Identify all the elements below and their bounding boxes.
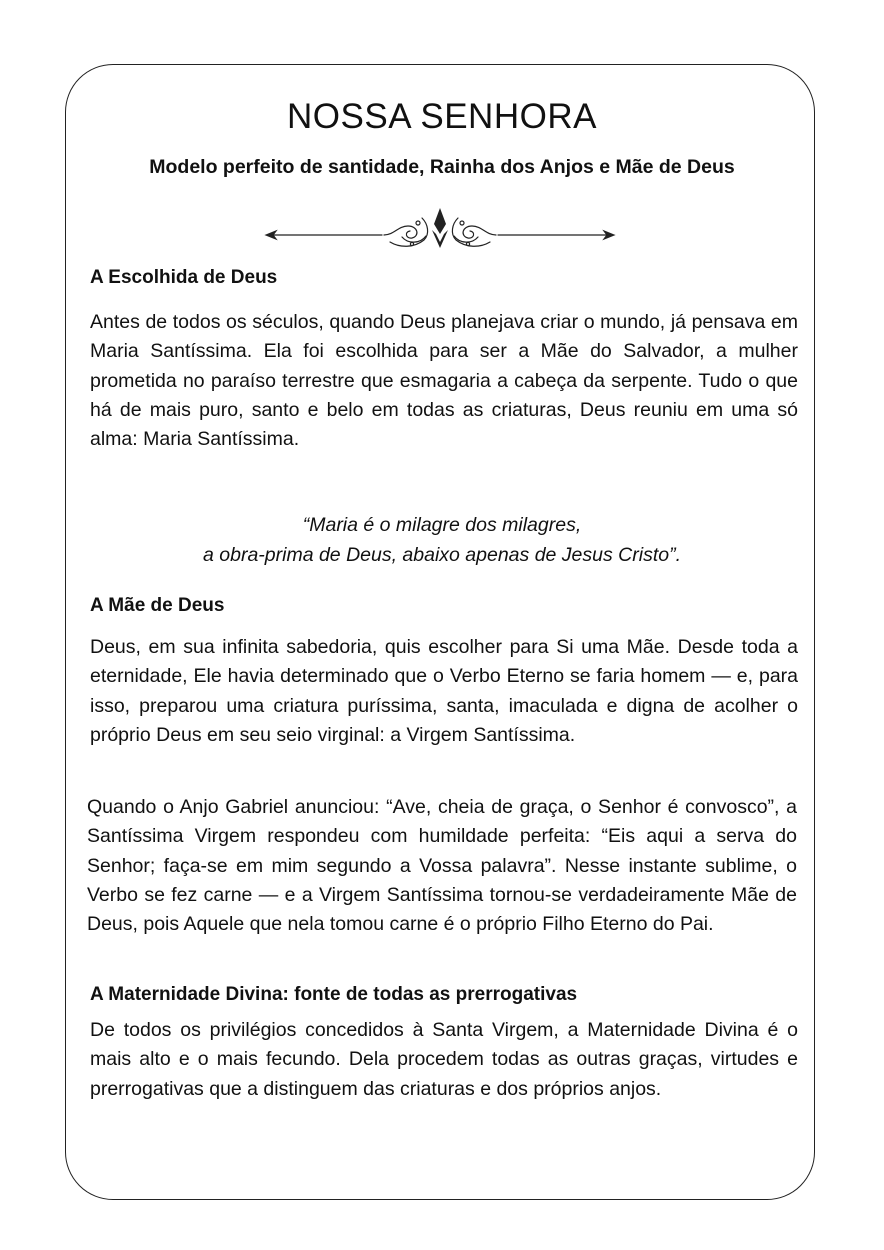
quote-block [0,510,884,570]
paragraph-maternidade: De todos os privilégios concedidos à Santa Virgem, a Maternidade Divina é o mais alto e o mais fecundo. Dela procedem todas as outras graças, virtudes e prerrogativas que a distinguem das criaturas e dos próprios anjos. [90,1019,798,1100]
paragraph-mae-de-deus-1: Deus, em sua infinita sabedoria, quis escolher para Si uma Mãe. Desde toda a eternidade, Ele havia determinado que o Verbo Eterno se faria homem — e, para isso, preparou uma criatura puríssima, santa, imaculada e digna de acolher o próprio Deus em seu seio virginal: a Virgem Santíssima. [90,636,798,746]
section-heading-maternidade: A Maternidade Divina: fonte de todas as prerrogativas [90,984,578,1005]
paragraph-mae-de-deus-2: Quando o Anjo Gabriel anunciou: “Ave, cheia de graça, o Senhor é convosco”, a Santíssima Virgem respondeu com humildade perfeita: “Eis aqui a serva do Senhor; faça-se em mim segundo a Vossa palavra”. Nesse instante sublime, o Verbo se fez carne — e a Virgem Santíssima tornou-se verdadeiramente Mãe de Deus, pois Aquele que nela tomou carne é o próprio Filho Eterno do Pai. [87,796,797,936]
quote-line-1: “Maria é o milagre dos milagres, [302,514,582,536]
page-subtitle: Modelo perfeito de santidade, Rainha dos Anjos e Mãe de Deus [149,156,735,178]
section-heading-escolhida: A Escolhida de Deus [90,267,278,288]
section-heading-mae-de-deus: A Mãe de Deus [90,595,225,616]
flourish-divider-icon [262,204,618,260]
paragraph-escolhida: Antes de todos os séculos, quando Deus planejava criar o mundo, já pensava em Maria Santíssima. Ela foi escolhida para ser a Mãe do Salvador, a mulher prometida no paraíso terrestre que esmagaria a cabeça da serpente. Tudo o que há de mais puro, santo e belo em todas as criaturas, Deus reuniu em uma só alma: Maria Santíssima. [90,311,798,451]
page-title: NOSSA SENHORA [287,97,597,136]
quote-line-2: a obra-prima de Deus, abaixo apenas de Jesus Cristo”. [203,544,681,566]
